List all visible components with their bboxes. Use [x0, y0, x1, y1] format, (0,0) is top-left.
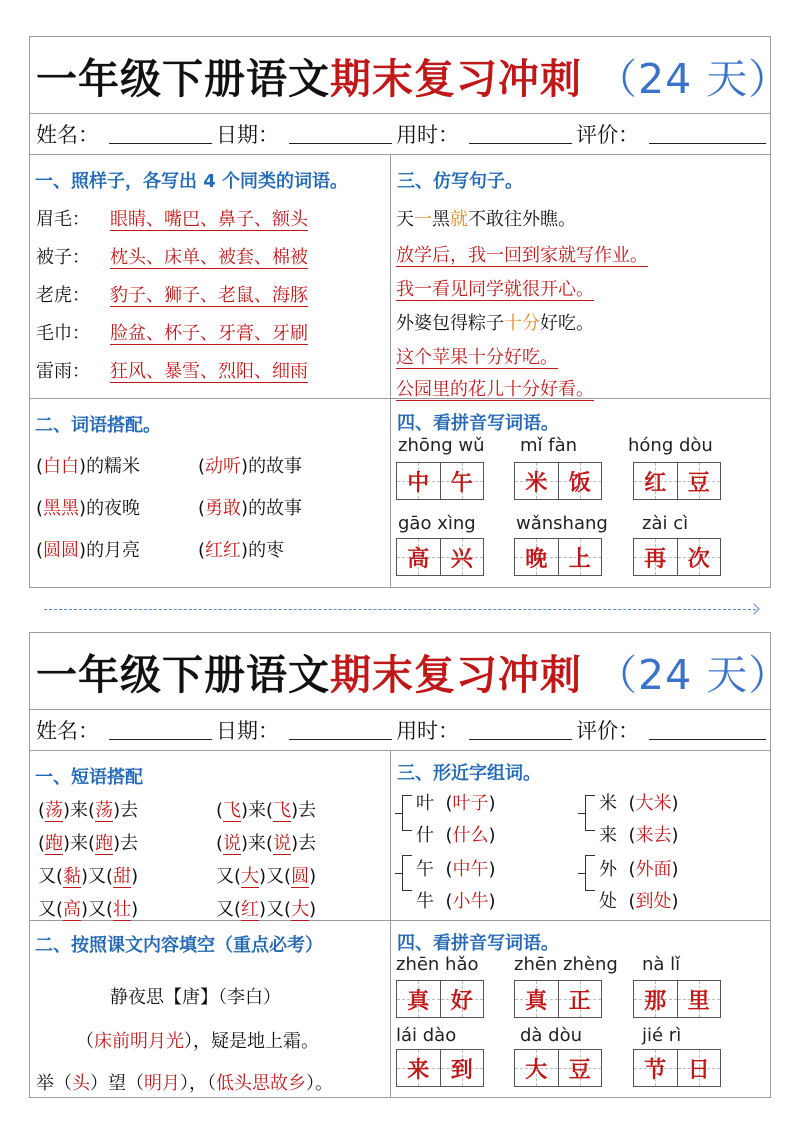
answer: 黑黑: [43, 498, 80, 519]
text: 的糯米: [86, 456, 141, 477]
tianzige-box: [633, 980, 721, 1018]
answer-char: 红: [644, 470, 667, 496]
answer: 跑: [45, 833, 64, 854]
char: 米: [599, 793, 617, 814]
date-label: 日期：: [216, 123, 280, 147]
list-item: 午 (中午): [416, 859, 496, 880]
answer: 大: [241, 866, 260, 887]
section-title: 一、短语搭配: [35, 767, 143, 788]
answer: 小牛: [452, 891, 489, 912]
answer-sentence: [396, 375, 594, 401]
example-sentence: [396, 205, 576, 231]
brace: [402, 855, 412, 891]
answer-char: 里: [687, 988, 710, 1014]
time-label: 用时：: [396, 719, 460, 743]
date-label: 日期：: [216, 719, 280, 743]
list-item: 叶 (叶子): [416, 793, 496, 814]
pinyin: dà dòu: [520, 1025, 583, 1046]
time-label: 用时：: [396, 123, 460, 147]
section-title: 三、仿写句子。: [397, 171, 523, 192]
section-title: 四、看拼音写词语。: [397, 933, 559, 954]
text: 外婆包得粽子: [396, 313, 504, 334]
brace: [585, 855, 595, 891]
answer: 跑: [95, 833, 114, 854]
text: 的夜晚: [86, 498, 141, 519]
keyword: 就: [450, 209, 468, 230]
list-item: 牛 (小牛): [416, 891, 496, 912]
exercise-grid: [30, 155, 770, 588]
answer: 眼睛、嘴巴、鼻子、额头: [110, 209, 308, 230]
section-title: 三、形近字组词。: [397, 763, 541, 784]
name-label: 姓名：: [36, 719, 99, 743]
list-item: (荡)来(荡)去: [38, 800, 139, 821]
brace: [395, 813, 402, 814]
name-label: 姓名：: [36, 123, 99, 147]
answer: 飞: [273, 800, 292, 821]
answer: 叶子: [452, 793, 489, 814]
answer: 脸盆、杯子、牙膏、牙刷: [110, 323, 308, 344]
text: 的月亮: [86, 540, 141, 561]
answer: 豹子、狮子、老鼠、海豚: [110, 285, 308, 306]
divider: [390, 751, 391, 1098]
example-sentence: [396, 309, 594, 335]
answer: 什么: [452, 825, 489, 846]
section-similar-words: [35, 167, 390, 193]
answer: 圆圆: [43, 540, 80, 561]
eval-blank[interactable]: [649, 125, 766, 144]
answer: 放学后，我一回到家就写作业。: [396, 245, 648, 266]
title-days: （24 天）: [596, 650, 791, 699]
answer: 飞: [223, 800, 242, 821]
list-item: 又(高)又(壮): [38, 899, 139, 920]
eval-blank[interactable]: [649, 721, 766, 740]
pinyin: zhēn hǎo: [396, 954, 479, 975]
section-pinyin-words: [397, 409, 559, 435]
section-imitate-sentences: [397, 167, 523, 193]
answer: 高: [63, 899, 82, 920]
tianzige-box: [633, 462, 721, 500]
answer: 黏: [63, 866, 82, 887]
list-item: [36, 205, 308, 231]
list-item: 来 (来去): [599, 825, 679, 846]
answer-char: 那: [644, 988, 667, 1014]
pinyin: wǎnshang: [516, 513, 608, 534]
char: 处: [599, 891, 617, 912]
section-title: 二、按照课文内容填空（重点必考）: [35, 935, 323, 956]
time-blank[interactable]: [469, 125, 572, 144]
list-item: (飞)来(飞)去: [216, 800, 317, 821]
section-text-fill: [35, 931, 323, 957]
answer-char: 饭: [568, 470, 591, 496]
answer: 荡: [45, 800, 64, 821]
pinyin: hóng dòu: [628, 435, 713, 456]
divider: [30, 920, 770, 921]
list-item: [36, 319, 308, 345]
answer: 甜: [113, 866, 132, 887]
section-title: 四、看拼音写词语。: [397, 413, 559, 434]
list-item: [36, 281, 308, 307]
answer-char: 午: [450, 470, 473, 496]
answer: 到处: [635, 891, 672, 912]
tianzige-box: [514, 462, 602, 500]
list-item: (说)来(说)去: [216, 833, 317, 854]
text: 黑: [432, 209, 450, 230]
text: 好吃。: [540, 313, 594, 334]
answer: 说: [223, 833, 242, 854]
word-label: 老虎：: [36, 285, 90, 306]
answer-char: 来: [407, 1057, 430, 1083]
text: 的枣: [248, 540, 285, 561]
answer: 大: [291, 899, 310, 920]
keyword: 十分: [504, 313, 540, 334]
answer: 明月: [144, 1073, 180, 1094]
text: 不敢往外瞧。: [468, 209, 576, 230]
tianzige-box: [396, 538, 484, 576]
list-item: 外 (外面): [599, 859, 679, 880]
section-word-matching: [35, 411, 161, 437]
divider: [390, 155, 391, 588]
pinyin: zhōng wǔ: [398, 435, 485, 456]
pinyin: nà lǐ: [642, 954, 681, 975]
tianzige-box: [396, 1049, 484, 1087]
pinyin: lái dào: [396, 1025, 457, 1046]
date-blank[interactable]: [289, 721, 392, 740]
char: 午: [416, 859, 434, 880]
answer-char: 正: [568, 988, 591, 1014]
section-pinyin-words: [397, 929, 559, 955]
time-blank[interactable]: [469, 721, 572, 740]
brace: [585, 795, 595, 831]
list-item: (白白)的糯米: [36, 456, 141, 477]
answer: 低头思故乡: [216, 1073, 306, 1094]
word-label: 被子：: [36, 247, 90, 268]
title-black: 一年级下册语文: [36, 650, 330, 699]
list-item: [36, 243, 308, 269]
title-days: （24 天）: [596, 54, 791, 103]
answer: 说: [273, 833, 292, 854]
list-item: [36, 357, 308, 383]
text: ，疑是地上霜。: [193, 1031, 319, 1052]
list-item: 又(红)又(大): [216, 899, 317, 920]
separator-arrow: [44, 609, 756, 610]
list-item: 又(大)又(圆): [216, 866, 317, 887]
answer-char: 再: [644, 546, 667, 572]
poem-line: 举（头）望（明月），（低头思故乡）。: [36, 1073, 333, 1094]
answer-char: 真: [407, 988, 430, 1014]
answer-char: 日: [687, 1057, 710, 1083]
answer-char: 到: [450, 1057, 473, 1083]
answer-char: 豆: [568, 1057, 591, 1083]
worksheet-title: [30, 633, 791, 710]
list-item: 米 (大米): [599, 793, 679, 814]
brace: [578, 873, 585, 874]
answer: 枕头、床单、被套、棉被: [110, 247, 308, 268]
section-title: 二、词语搭配。: [35, 415, 161, 436]
answer: 头: [72, 1073, 90, 1094]
answer-sentence: [396, 241, 648, 267]
list-item: (黑黑)的夜晚: [36, 498, 141, 519]
answer-char: 晚: [525, 546, 548, 572]
worksheet-title: [30, 37, 791, 114]
answer-char: 兴: [450, 546, 473, 572]
text: 的故事: [248, 456, 303, 477]
char: 叶: [416, 793, 434, 814]
text: 的故事: [248, 498, 303, 519]
answer: 这个苹果十分好吃。: [396, 347, 558, 368]
char: 什: [416, 825, 434, 846]
info-row: [30, 114, 770, 155]
worksheet-2: [29, 632, 791, 1098]
answer: 壮: [113, 899, 132, 920]
section-phrase-matching: [35, 763, 143, 789]
eval-label: 评价：: [576, 719, 640, 743]
eval-label: 评价：: [576, 123, 640, 147]
list-item: (圆圆)的月亮: [36, 540, 141, 561]
answer-char: 节: [644, 1057, 667, 1083]
pinyin: jié rì: [642, 1025, 682, 1046]
poem-title: 静夜思【唐】（李白）: [110, 987, 281, 1008]
answer-sentence: [396, 275, 594, 301]
poem-line: （床前明月光），疑是地上霜。: [76, 1031, 319, 1052]
answer: 我一看见同学就很开心。: [396, 279, 594, 300]
tianzige-box: [514, 538, 602, 576]
answer: 外面: [635, 859, 672, 880]
title-red: 期末复习冲刺: [330, 54, 582, 103]
tianzige-box: [396, 462, 484, 500]
answer-char: 米: [525, 470, 548, 496]
pinyin: zài cì: [642, 513, 689, 534]
text: 天: [396, 209, 414, 230]
list-item: 什 (什么): [416, 825, 496, 846]
brace: [402, 795, 412, 831]
char: 牛: [416, 891, 434, 912]
answer: 公园里的花儿十分好看。: [396, 379, 594, 400]
word-label: 眉毛：: [36, 209, 90, 230]
brace: [395, 873, 402, 874]
answer-char: 上: [568, 546, 591, 572]
answer-char: 大: [525, 1057, 548, 1083]
keyword: 一: [414, 209, 432, 230]
section-similar-chars: [397, 759, 541, 785]
name-blank[interactable]: [109, 721, 212, 740]
word-label: 雷雨：: [36, 361, 90, 382]
worksheet-1: [29, 36, 791, 588]
answer: 红红: [205, 540, 242, 561]
answer: 狂风、暴雪、烈阳、细雨: [110, 361, 308, 382]
date-blank[interactable]: [289, 125, 392, 144]
answer-char: 中: [407, 470, 430, 496]
title-red: 期末复习冲刺: [330, 650, 582, 699]
answer-char: 真: [525, 988, 548, 1014]
char: 外: [599, 859, 617, 880]
answer-char: 高: [407, 546, 430, 572]
answer: 来去: [635, 825, 672, 846]
answer: 勇敢: [205, 498, 242, 519]
answer: 荡: [95, 800, 114, 821]
list-item: 处 (到处): [599, 891, 679, 912]
answer-char: 豆: [687, 470, 710, 496]
answer: 白白: [43, 456, 80, 477]
pinyin: mǐ fàn: [520, 435, 578, 456]
list-item: 又(黏)又(甜): [38, 866, 139, 887]
name-blank[interactable]: [109, 125, 212, 144]
pinyin: zhēn zhèng: [514, 954, 618, 975]
tianzige-box: [514, 980, 602, 1018]
char: 来: [599, 825, 617, 846]
list-item: (红红)的枣: [198, 540, 285, 561]
answer: 床前明月光: [94, 1031, 184, 1052]
info-row: [30, 710, 770, 751]
answer: 大米: [635, 793, 672, 814]
section-title: 一、照样子，各写出 4 个同类的词语。: [35, 171, 349, 192]
title-black: 一年级下册语文: [36, 54, 330, 103]
answer: 红: [241, 899, 260, 920]
tianzige-box: [514, 1049, 602, 1087]
word-label: 毛巾：: [36, 323, 90, 344]
answer: 动听: [205, 456, 242, 477]
exercise-grid: [30, 751, 770, 1098]
tianzige-box: [633, 538, 721, 576]
list-item: (勇敢)的故事: [198, 498, 303, 519]
answer: 圆: [291, 866, 310, 887]
list-item: (动听)的故事: [198, 456, 303, 477]
answer-sentence: [396, 343, 558, 369]
list-item: (跑)来(跑)去: [38, 833, 139, 854]
answer-char: 次: [687, 546, 710, 572]
answer: 中午: [452, 859, 489, 880]
pinyin: gāo xìng: [398, 513, 476, 534]
tianzige-box: [633, 1049, 721, 1087]
tianzige-box: [396, 980, 484, 1018]
answer-char: 好: [450, 988, 473, 1014]
brace: [578, 813, 585, 814]
